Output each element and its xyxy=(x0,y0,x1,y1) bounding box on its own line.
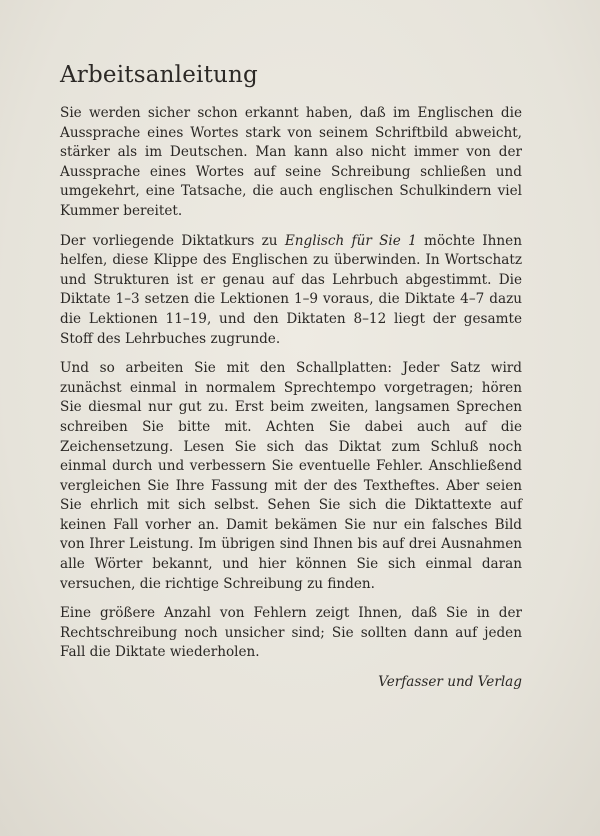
page-content xyxy=(60,62,522,703)
page-title: Arbeitsanleitung xyxy=(60,62,258,88)
paragraph-method: Und so arbeiten Sie mit den Schallplatten: Jeder Satz wird zunächst einmal in normalem Sprechtempo vorgetragen; hören Sie diesmal nur gut zu. Erst beim zweiten, langsamen Sprechen schreiben Sie bitte mit. Achten Sie dabei auch auf die Zeichensetzung. Lesen Sie sich das Diktat zum Schluß noch einmal durch und verbessern Sie eventuelle Fehler. Anschließend vergleichen Sie Ihre Fassung mit der des Textheftes. Aber seien Sie ehrlich mit sich selbst. Sehen Sie sich die Diktattexte auf keinen Fall vorher an. Damit bekämen Sie nur ein falsches Bild von Ihrer Leistung. Im übrigen sind Ihnen bis auf drei Ausnahmen alle Wörter bekannt, und hier können Sie sich einmal daran versuchen, die richtige Schreibung zu finden. xyxy=(60,360,522,592)
paragraph-course-before: Der vorliegende Diktatkurs zu xyxy=(60,232,285,249)
paragraph-intro: Sie werden sicher schon erkannt haben, daß im Englischen die Aussprache eines Wortes stark von seinem Schriftbild abweicht, stärker als im Deutschen. Man kann also nicht immer von der Aussprache eines Wortes auf seine Schreibung schließen und umgekehrt, eine Tatsache, die auch englischen Schulkindern viel Kummer bereitet. xyxy=(60,105,522,219)
paragraph-course-after: möchte Ihnen helfen, diese Klippe des Englischen zu überwinden. In Wortschatz und Strukturen ist er genau auf das Lehrbuch abgestimmt. Die Diktate 1–3 setzen die Lektionen 1–9 voraus, die Diktate 4–7 dazu die Lektionen 11–19, und den Diktaten 8–12 liegt der gesamte Stoff des Lehrbuches zugrunde. xyxy=(60,232,522,347)
paragraph-course xyxy=(60,232,522,350)
book-title: Englisch für Sie 1 xyxy=(284,232,417,249)
signature: Verfasser und Verlag xyxy=(378,674,522,691)
paragraph-errors: Eine größere Anzahl von Fehlern zeigt Ihnen, daß Sie in der Rechtschreibung noch unsicher sind; Sie sollten dann auf jeden Fall die Diktate wiederholen. xyxy=(60,605,522,661)
